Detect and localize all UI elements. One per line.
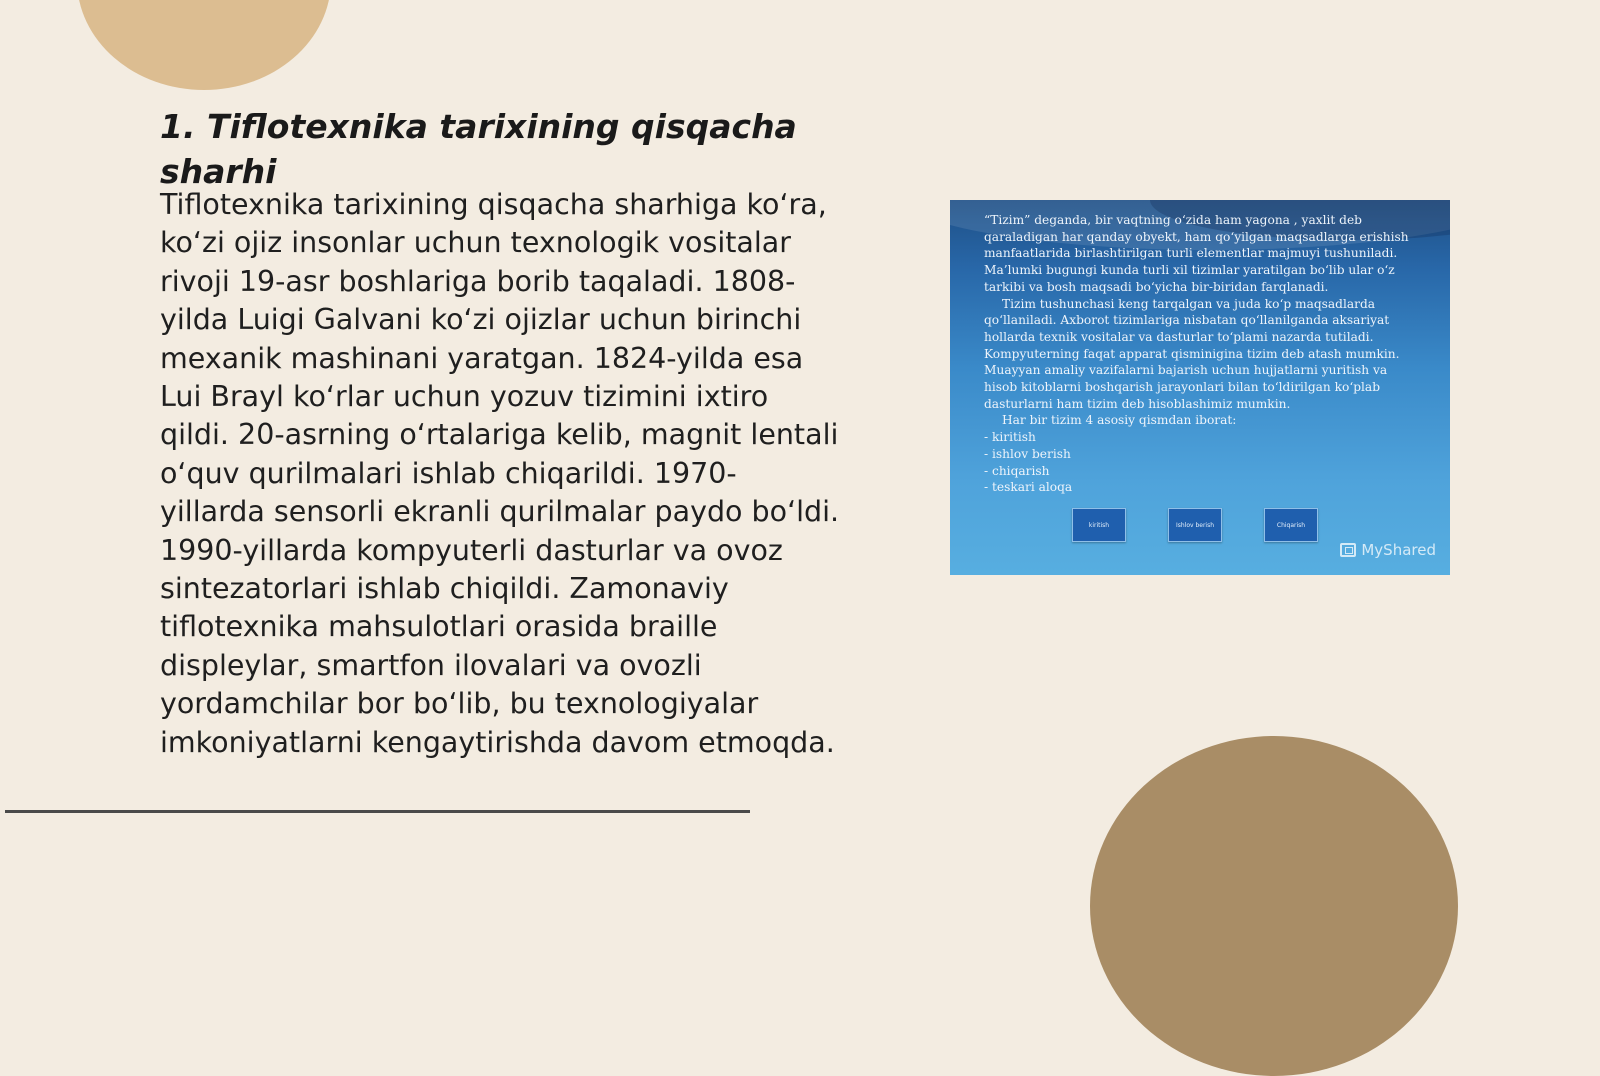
image-list-item: - ishlov berish <box>984 446 1422 463</box>
image-list <box>984 429 1422 496</box>
image-paragraph-1: “Tizim” deganda, bir vaqtning o‘zida ham yagona , yaxlit deb qaraladigan har qanday obyekt, ham qo‘yilgan maqsadlarga erishish manfaatlarida birlashtirilgan turli elementlar majmuyi tushuniladi. Ma’lumki bugungi kunda turli xil tizimlar yaratilgan bo‘lib ular o‘z tarkibi va bosh maqsadi bo‘yicha bir-biridan farqlanadi. <box>984 213 1409 294</box>
watermark <box>1340 541 1436 559</box>
image-text-block <box>984 212 1422 496</box>
decorative-circle-top <box>77 0 331 90</box>
image-box-chiqarish: Chiqarish <box>1264 508 1318 542</box>
embedded-slide-image <box>950 200 1450 575</box>
image-paragraph-3: Har bir tizim 4 asosiy qismdan iborat: <box>1002 413 1237 428</box>
slide-body-text: Tiflotexnika tarixining qisqacha sharhiga koʻra, koʻzi ojiz insonlar uchun texnologik vositalar rivoji 19-asr boshlariga borib taqaladi. 1808-yilda Luigi Galvani koʻzi ojizlar uchun birinchi mexanik mashinani yaratgan. 1824-yilda esa Lui Brayl koʻrlar uchun yozuv tizimini ixtiro qildi. 20-asrning oʻrtalariga kelib, magnit lentali oʻquv qurilmalari ishlab chiqarildi. 1970-yillarda sensorli ekranli qurilmalar paydo boʻldi. 1990-yillarda kompyuterli dasturlar va ovoz sintezatorlari ishlab chiqildi. Zamonaviy tiflotexnika mahsulotlari orasida braille displeylar, smartfon ilovalari va ovozli yordamchilar bor boʻlib, bu texnologiyalar imkoniyatlarni kengaytirishda davom etmoqda. <box>160 188 840 759</box>
image-box-kiritish: kiritish <box>1072 508 1126 542</box>
image-list-item: - teskari aloqa <box>984 479 1422 496</box>
image-box-ishlov-berish: Ishlov berish <box>1168 508 1222 542</box>
slide-title: 1. Tiflotexnika tarixining qisqacha sharhi <box>160 107 797 191</box>
divider-line <box>5 810 750 813</box>
image-list-item: - chiqarish <box>984 463 1422 480</box>
image-list-item: - kiritish <box>984 429 1422 446</box>
image-diagram-boxes <box>1072 508 1318 542</box>
decorative-circle-bottom <box>1090 736 1458 1076</box>
image-paragraph-2: Tizim tushunchasi keng tarqalgan va juda ko‘p maqsadlarda qo‘llaniladi. Axborot tizimlariga nisbatan qo‘llanilganda aksariyat hollarda texnik vositalar va dasturlar to‘plami nazarda tutiladi. Kompyuterning faqat apparat qisminigina tizim deb atash mumkin. Muayyan amaliy vazifalarni bajarish uchun hujjatlarni yuritish va hisob kitoblarni boshqarish jarayonlari bilan to‘ldirilgan ko‘plab dasturlarni ham tizim deb hisoblashimiz mumkin. <box>984 296 1400 411</box>
myshared-logo-icon <box>1340 543 1356 557</box>
watermark-text: MyShared <box>1361 541 1436 559</box>
